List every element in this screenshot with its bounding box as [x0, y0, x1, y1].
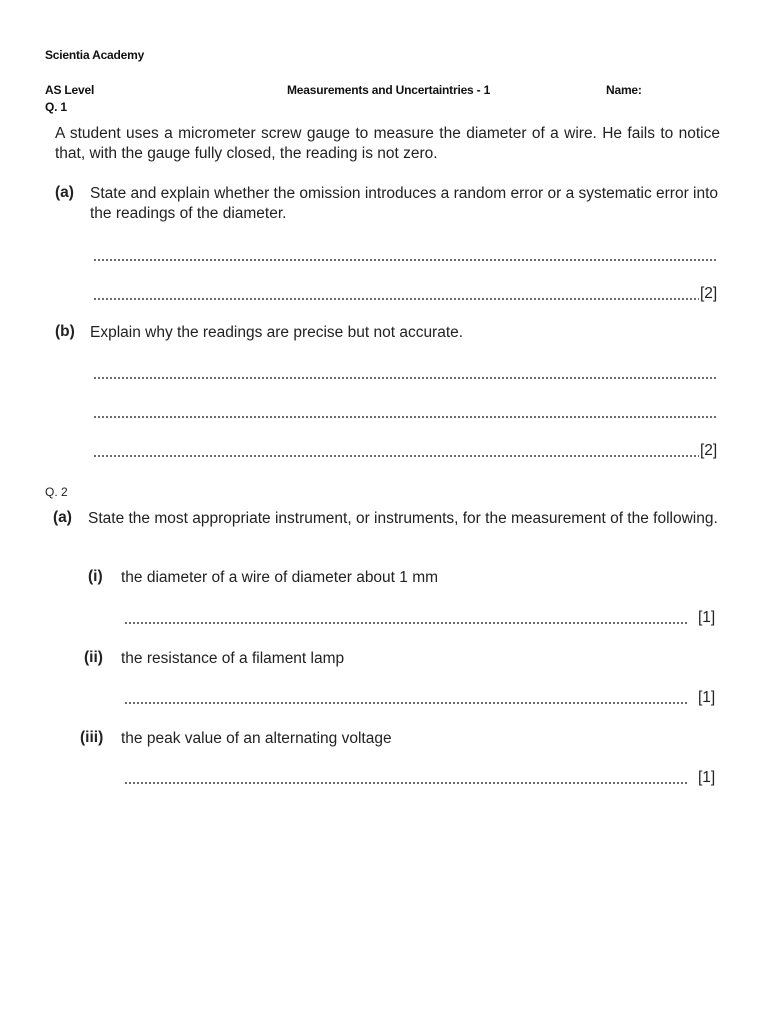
q1a-label: (a): [55, 184, 74, 201]
answer-line[interactable]: [93, 444, 699, 458]
answer-line[interactable]: [124, 611, 687, 625]
worksheet-title: Measurements and Uncertaintries - 1: [287, 83, 491, 97]
level-label: AS Level: [45, 83, 95, 97]
answer-line[interactable]: [93, 405, 718, 419]
answer-line[interactable]: [124, 771, 687, 785]
q1a-text: State and explain whether the omission introduces a random error or a systematic error into the readings of the diameter.: [90, 185, 719, 222]
q1b-text: Explain why the readings are precise but not accurate.: [90, 324, 464, 341]
q2i-text: the diameter of a wire of diameter about 1 mm: [121, 569, 439, 586]
q2ii-label: (ii): [84, 649, 103, 666]
q2iii-label: (iii): [80, 729, 104, 746]
answer-line[interactable]: [93, 248, 718, 262]
q1b-marks: [2]: [700, 442, 718, 459]
q2i-marks: [1]: [698, 609, 716, 626]
q2-number: Q. 2: [45, 485, 68, 499]
answer-line[interactable]: [93, 366, 718, 380]
q1-stem: A student uses a micrometer screw gauge to measure the diameter of a wire. He fails to notice that, with the gauge fully closed, the reading is not zero.: [55, 125, 720, 162]
q1b-label: (b): [55, 323, 75, 340]
name-label: Name:: [606, 83, 642, 97]
q2a-label: (a): [53, 509, 72, 526]
q2a-text: State the most appropriate instrument, or instruments, for the measurement of the following.: [88, 510, 718, 527]
q2iii-text: the peak value of an alternating voltage: [121, 730, 392, 747]
answer-line[interactable]: [124, 691, 687, 705]
q2ii-text: the resistance of a filament lamp: [121, 650, 345, 667]
q2i-label: (i): [88, 568, 103, 585]
q2iii-marks: [1]: [698, 769, 716, 786]
q1a-marks: [2]: [700, 285, 718, 302]
answer-line[interactable]: [93, 287, 699, 301]
school-name: Scientia Academy: [45, 48, 145, 62]
q1-number: Q. 1: [45, 100, 67, 114]
q2ii-marks: [1]: [698, 689, 716, 706]
